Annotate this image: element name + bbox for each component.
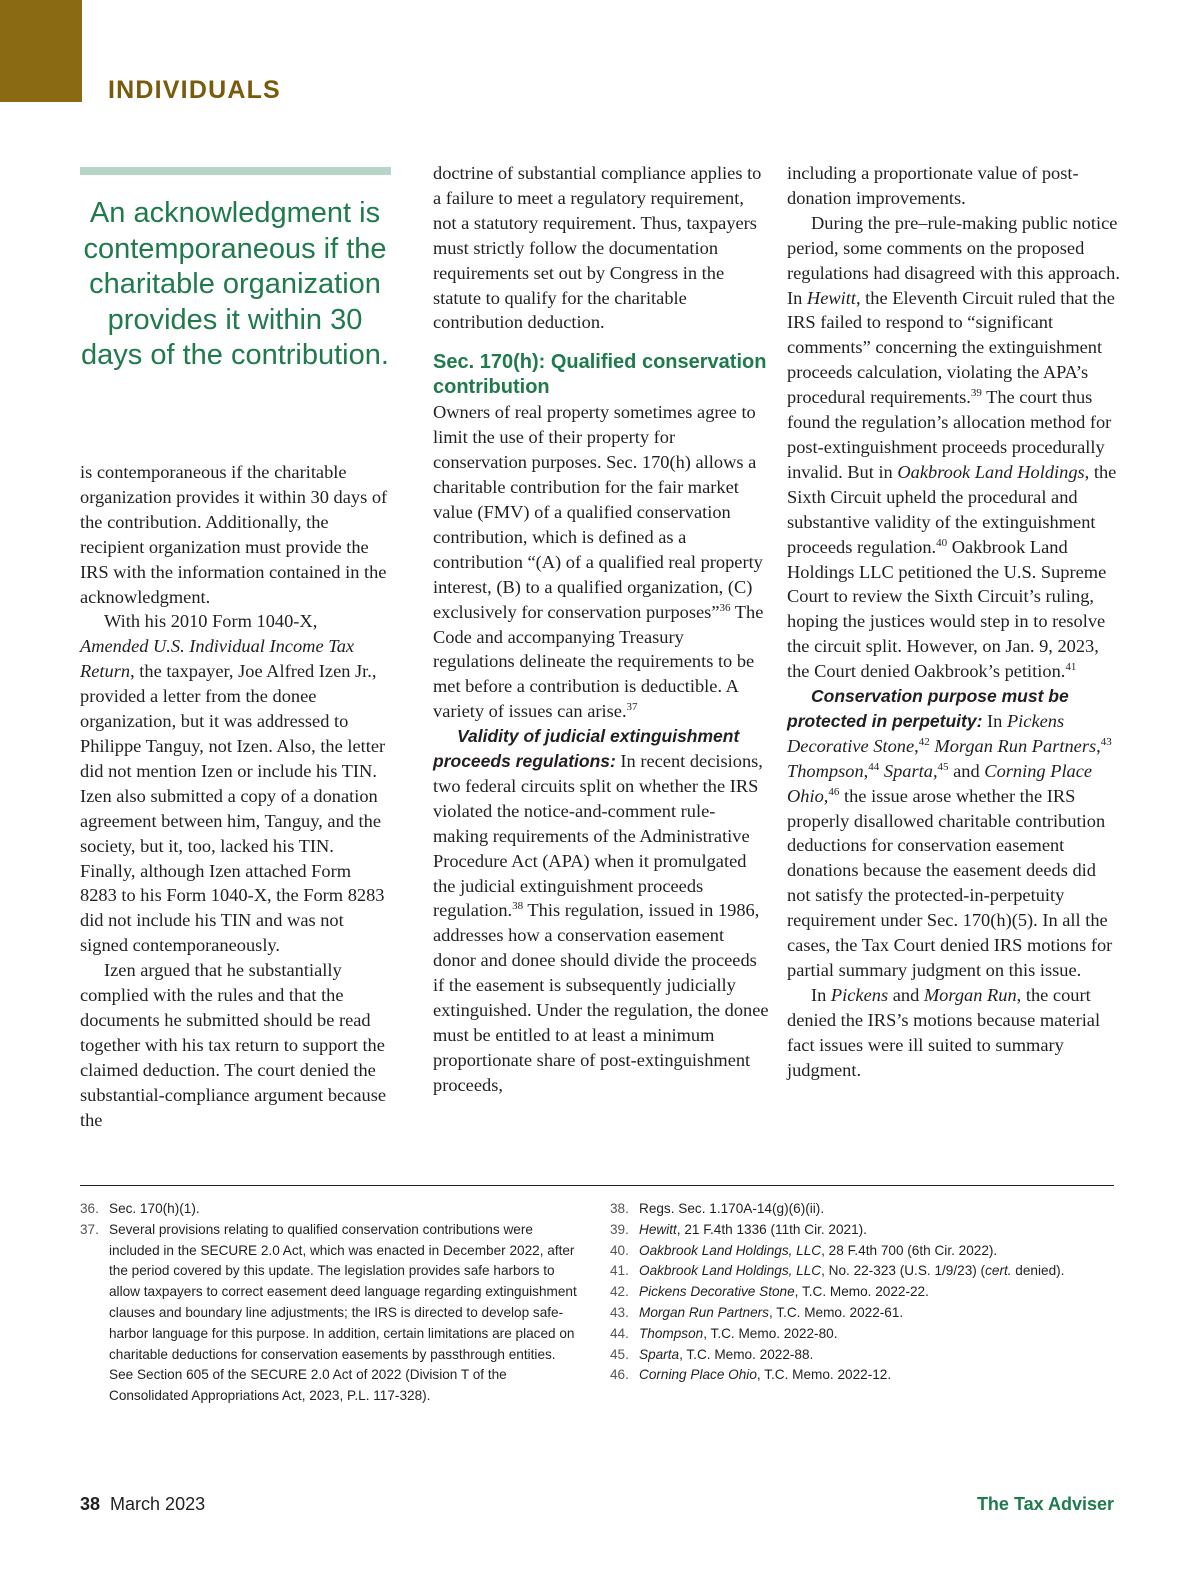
- footnote-ref[interactable]: 40: [936, 536, 948, 549]
- footnotes-column-1: [80, 1199, 582, 1407]
- text: and: [888, 984, 924, 1005]
- case-name: Hewitt: [806, 287, 856, 308]
- footnote: [610, 1199, 1115, 1220]
- footnote-ref[interactable]: 46: [828, 785, 840, 798]
- citation: denied).: [1011, 1263, 1065, 1279]
- footnote-ref[interactable]: 42: [918, 735, 930, 748]
- section-label: INDIVIDUALS: [108, 76, 281, 104]
- footnote-text: [639, 1365, 1115, 1386]
- case-name: Hewitt: [639, 1221, 677, 1237]
- citation: , T.C. Memo. 2022-88.: [679, 1346, 814, 1362]
- footnote-ref[interactable]: 38: [512, 900, 524, 913]
- footnote-number: 42.: [610, 1284, 629, 1300]
- case-name: Oakbrook Land Holdings: [897, 461, 1085, 482]
- footnote: [610, 1324, 1115, 1345]
- citation: , T.C. Memo. 2022-61.: [768, 1304, 904, 1320]
- footnote: [610, 1345, 1115, 1366]
- footnote-text: [639, 1303, 1115, 1324]
- column-2: [433, 161, 769, 1098]
- text: the issue arose whether the IRS properly disallowed charitable contribution deductions for conservation easement donations because the easement deeds did not satisfy the protected-in-perpetuity requirement under Sec. 170(h)(5). In all the cases, the Tax Court denied IRS motions for partial summary judgment on this issue.: [787, 785, 1113, 980]
- paragraph: including a proportionate value of post-donation improvements.: [787, 163, 1079, 208]
- paragraph: doctrine of substantial compliance applies to a failure to meet a regulatory requirement, not a statutory requirement. Thus, taxpayers must strictly follow the documentation requirements set out by Congress in the statute to qualify for the charitable contribution deduction.: [433, 163, 762, 333]
- footnote-text: Sec. 170(h)(1).: [109, 1201, 200, 1216]
- paragraph: [787, 983, 1122, 1083]
- footnote-number: 38.: [610, 1201, 629, 1216]
- footnote-number: 43.: [610, 1304, 629, 1320]
- footnote-ref[interactable]: 36: [719, 601, 731, 614]
- footnote: [610, 1220, 1115, 1241]
- paragraph: Conservation purpose must be protected in perpetuity: In Pickens Decorative Stone,$^{42}$ Morgan Run Partners,$^{43}$ Thompson,$^{44}$ Sparta,$^{45}$ and Corning Place Ohio,$^{46}$ the issue arose whether the IRS properly disallowed charitable contribution deductions for conservation easement donations because the easement deeds did not satisfy the protected-in-perpetuity requirement under Sec. 170(h)(5). In all the cases, the Tax Court denied IRS motions for partial summary judgment on this issue.: [787, 686, 1113, 980]
- footnote: [80, 1199, 582, 1220]
- case-name: Corning Place Ohio: [787, 760, 1093, 806]
- footnote-ref[interactable]: 44: [868, 760, 880, 773]
- footnote-divider: [80, 1185, 1114, 1186]
- text: Owners of real property sometimes agree to limit the use of their property for conservation purposes. Sec. 170(h) allows a charitable contribution for the fair market value (FMV) of a qualified conservation contribution, which is defined as a contribution “(A) of a qualified real property interest, (B) to a qualified organization, (C) exclusively for conservation purposes”: [433, 402, 763, 622]
- footnote-ref[interactable]: 43: [1100, 735, 1112, 748]
- paragraph: is contemporaneous if the charitable organization provides it within 30 days of the contribution. Additionally, the recipient organization must provide the IRS with the information contained in the acknowledgment.: [80, 462, 388, 607]
- footnote-number: 41.: [610, 1263, 629, 1279]
- text: and: [948, 760, 985, 781]
- footnote-ref[interactable]: 39: [970, 387, 982, 400]
- footnote-text: [639, 1241, 1115, 1262]
- text: , the Eleventh Circuit ruled that the IRS failed to respond to “significant comments” concerning the extinguishment proceeds calculation, violating the APA’s procedural requirements.: [787, 287, 1115, 408]
- text: This regulation, issued in 1986, addresses how a conservation easement donor and donee should divide the proceeds if the easement is subsequently judicially extinguished. Under the regulation, the donee must be entitled to at least a minimum proportionate share of post-extinguishment proceeds,: [433, 900, 769, 1095]
- case-name: Morgan Run Partners: [934, 735, 1097, 756]
- case-name: Pickens: [830, 984, 889, 1005]
- case-name: Corning Place Ohio: [639, 1367, 757, 1383]
- footnote: [610, 1241, 1115, 1262]
- case-name: Sparta: [883, 760, 933, 781]
- footnote: [610, 1303, 1115, 1324]
- paragraph: [433, 400, 769, 724]
- case-name: Pickens Decorative Stone: [639, 1284, 795, 1300]
- citation: , No. 22-323 (U.S. 1/9/23) (: [821, 1263, 986, 1279]
- case-name: Thompson: [639, 1325, 704, 1341]
- case-name: Oakbrook Land Holdings, LLC: [639, 1263, 822, 1279]
- text: , the taxpayer, Joe Alfred Izen Jr., provided a letter from the donee organization, but it was addressed to Philippe Tanguy, not Izen. Also, the letter did not mention Izen or include his TIN. Izen also submitted a copy of a donation agreement between him, Tanguy, and the society, but it, too, lacked his TIN. Finally, although Izen attached Form 8283 to his Form 1040-X, the Form 8283 did not include his TIN and was not signed contemporaneously.: [80, 661, 386, 956]
- footnote-number: 45.: [610, 1346, 629, 1362]
- citation: , T.C. Memo. 2022-22.: [794, 1284, 929, 1300]
- publication-name: The Tax Adviser: [976, 1494, 1114, 1514]
- citation: , 28 F.4th 700 (6th Cir. 2022).: [821, 1242, 998, 1258]
- footnote-text: [639, 1261, 1115, 1282]
- pull-quote: An acknowledgment is contemporaneous if the charitable organization provides it within 30 days of the contribution.: [81, 197, 389, 371]
- column-1: [80, 460, 390, 1132]
- footnote-text: Several provisions relating to qualified conservation contributions were included in the SECURE 2.0 Act, which was enacted in December 2022, after the period covered by this update. The legislation provides safe harbors to allow taxpayers to correct easement deed language regarding extinguishment clauses and boundary line adjustments; the IRS is directed to develop safe-harbor language for this purpose. In addition, certain limitations are placed on charitable deductions for conservation easements by passthrough entities. See Section 605 of the SECURE 2.0 Act of 2022 (Division T of the Consolidated Appropriations Act, 2023, P.L. 117-328).: [109, 1221, 577, 1404]
- paragraph: [433, 724, 769, 1098]
- case-name: Oakbrook Land Holdings, LLC: [639, 1242, 822, 1258]
- citation: , 21 F.4th 1336 (11th Cir. 2021).: [676, 1221, 867, 1237]
- text: With his 2010 Form 1040-X,: [104, 611, 318, 632]
- text: In recent decisions, two federal circuits split on whether the IRS violated the notice-and-comment rule-making requirements of the Administrative Procedure Act (APA) when it promulgated the judicial extinguishment proceeds regulation.: [433, 751, 763, 921]
- text: The court thus found the regulation’s allocation method for post-extinguishment proceeds procedurally invalid. But in: [787, 387, 1112, 482]
- footnote-text: [639, 1220, 1115, 1241]
- footnote-text: [639, 1282, 1115, 1303]
- section-color-block: [0, 0, 82, 102]
- paragraph: [80, 609, 390, 958]
- citation: , T.C. Memo. 2022-80.: [703, 1325, 838, 1341]
- text: Oakbrook Land Holdings LLC petitioned the U.S. Supreme Court to review the Sixth Circuit’s ruling, hoping the justices would step in to resolve the circuit split. However, on Jan. 9, 2023, the Court denied Oakbrook’s petition.: [787, 536, 1107, 682]
- citation: , T.C. Memo. 2022-12.: [756, 1367, 892, 1383]
- paragraph: [787, 211, 1122, 684]
- form-title: Amended U.S. Individual Income Tax Return: [80, 636, 355, 682]
- footnote-number: 46.: [610, 1367, 629, 1383]
- footnotes-column-2: [610, 1199, 1115, 1386]
- case-name: Morgan Run Partners: [639, 1304, 769, 1320]
- footnote-number: 39.: [610, 1221, 629, 1237]
- text: , the court denied the IRS’s motions because material fact issues were ill suited to summary judgment.: [787, 984, 1101, 1080]
- pull-quote-rule: [80, 167, 391, 175]
- footnote-number: 37.: [80, 1221, 99, 1237]
- footnote-ref[interactable]: 41: [1065, 661, 1077, 674]
- page-number: 38: [80, 1494, 101, 1514]
- footnote-number: 36.: [80, 1201, 99, 1216]
- text: In: [982, 710, 1007, 731]
- cert-term: cert.: [985, 1263, 1012, 1279]
- case-name: Sparta: [639, 1346, 680, 1362]
- footnote-text: Regs. Sec. 1.170A-14(g)(6)(ii).: [639, 1201, 825, 1216]
- run-in-heading: Validity of judicial extinguishment proceeds regulations:: [433, 726, 740, 772]
- paragraph: Izen argued that he substantially complied with the rules and that the documents he submitted should be read together with his tax return to support the claimed deduction. The court denied the substantial-compliance argument because the: [80, 960, 387, 1130]
- text: The Code and accompanying Treasury regulations delineate the requirements to be met before a contribution is deductible. A variety of issues can arise.: [433, 601, 764, 722]
- text: During the pre–rule-making public notice period, some comments on the proposed regulations had disagreed with this approach. In: [787, 212, 1120, 308]
- case-name: Morgan Run: [923, 984, 1017, 1005]
- footnote-number: 40.: [610, 1242, 629, 1258]
- footnote: [80, 1220, 582, 1407]
- footnote: [610, 1261, 1115, 1282]
- footnote-text: [639, 1345, 1115, 1366]
- page-footer-left: [80, 1494, 205, 1515]
- case-name: Thompson: [787, 760, 864, 781]
- text: , the Sixth Circuit upheld the procedural and substantive validity of the extinguishment proceeds regulation.: [787, 461, 1117, 557]
- footnote: [610, 1282, 1115, 1303]
- run-in-heading: Conservation purpose must be protected in perpetuity:: [787, 686, 1069, 731]
- footnote-text: [639, 1324, 1115, 1345]
- footnote-ref[interactable]: 37: [626, 701, 638, 714]
- footnote-ref[interactable]: 45: [937, 760, 949, 773]
- subheading: Sec. 170(h): Qualified conservation contribution: [433, 351, 767, 399]
- issue-date: March 2023: [110, 1494, 206, 1514]
- column-3: [787, 161, 1122, 1083]
- footnote: [610, 1365, 1115, 1386]
- text: In: [811, 984, 831, 1005]
- footnote-number: 44.: [610, 1325, 629, 1341]
- case-name: Pickens Decorative Stone: [787, 710, 1065, 756]
